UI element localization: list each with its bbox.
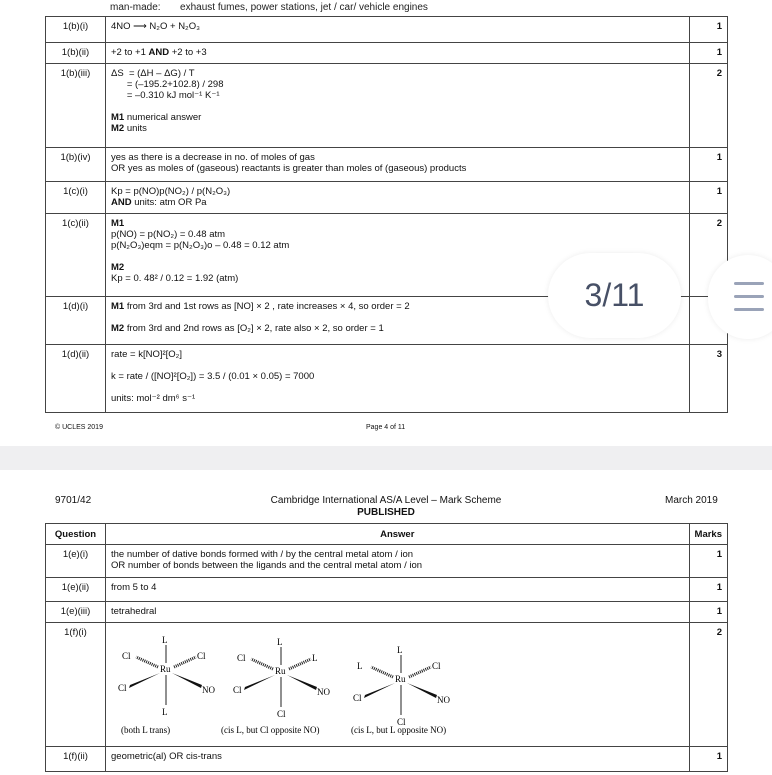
- ligand-front-left: Cl: [118, 683, 127, 693]
- answer-cell: [106, 43, 690, 64]
- table-row: [46, 578, 728, 602]
- answer-line: p(N₂O₃)eqm = p(N₂O₃)o – 0.48 = 0.12 atm: [111, 240, 290, 251]
- marks: 3: [690, 345, 728, 413]
- ligand-front-right: NO: [317, 687, 330, 697]
- table-row: [46, 623, 728, 747]
- answer-line: M1 numerical answer: [111, 112, 202, 123]
- ligand-front-right: NO: [202, 685, 215, 695]
- marks: 1: [690, 17, 728, 43]
- table-row: [46, 345, 728, 413]
- answer-line: Kp = 0. 48² / 0.12 = 1.92 (atm): [111, 273, 239, 284]
- wedge-bond: [244, 675, 275, 690]
- question-number: 1(c)(i): [46, 182, 106, 214]
- ligand-back-right: Cl: [197, 651, 206, 661]
- dashed-bond: [174, 657, 196, 667]
- metal-center: Ru: [395, 674, 406, 684]
- answer-line: tetrahedral: [111, 606, 157, 617]
- ligand-back-right: L: [312, 653, 318, 663]
- answer-line: Kp = p(NO)p(NO₂) / p(N₂O₃): [111, 186, 231, 197]
- wedge-bond: [129, 673, 160, 688]
- question-number: 1(e)(i): [46, 545, 106, 578]
- answer-cell: [106, 345, 690, 413]
- question-number: 1(d)(ii): [46, 345, 106, 413]
- footer-page-number: Page 4 of 11: [366, 424, 406, 431]
- header-q: Question: [46, 524, 106, 545]
- marks: 2: [690, 214, 728, 297]
- marks: 2: [690, 64, 728, 148]
- ligand-top: L: [162, 635, 168, 645]
- answer-line: M2 units: [111, 123, 147, 134]
- page-indicator: 3/11: [548, 253, 681, 338]
- table-row: [46, 602, 728, 623]
- question-number: 1(c)(ii): [46, 214, 106, 297]
- answer-line: k = rate / ([NO]²[O₂]) = 3.5 / (0.01 × 0.05) = 7000: [111, 371, 315, 382]
- wedge-bond: [364, 683, 395, 698]
- ligand-top: L: [277, 637, 283, 647]
- ligand-bottom: Cl: [397, 717, 406, 727]
- table-row: [46, 43, 728, 64]
- answer-line: OR yes as moles of (gaseous) reactants is greater than moles of (gaseous) products: [111, 163, 467, 174]
- dashed-bond: [371, 667, 393, 677]
- marks: 2: [689, 623, 727, 747]
- marks: 1: [690, 182, 728, 214]
- dashed-bond: [136, 657, 158, 667]
- dashed-bond: [251, 659, 273, 669]
- isomer-caption: (cis L, but Cl opposite NO): [221, 725, 320, 735]
- footer-copyright: © UCLES 2019: [55, 424, 103, 431]
- answer-line: +2 to +1 AND +2 to +3: [111, 47, 207, 58]
- dashed-bond: [409, 667, 431, 677]
- answer-cell: [106, 623, 690, 747]
- marks: 1: [689, 545, 727, 578]
- ligand-back-right: Cl: [432, 661, 441, 671]
- answer-line: = –0.310 kJ mol⁻¹ K⁻¹: [111, 90, 220, 101]
- wedge-bond: [407, 683, 437, 698]
- answer-line: [111, 382, 684, 393]
- answer-line: geometric(al) OR cis-trans: [111, 751, 222, 762]
- answer-line: M2 from 3rd and 2nd rows as [O₂] × 2, rate also × 2, so order = 1: [111, 323, 384, 334]
- isomer-caption: (cis L, but L opposite NO): [351, 725, 447, 735]
- table-row: [46, 545, 728, 578]
- table-row: [46, 182, 728, 214]
- isomer-caption: (both L trans): [121, 725, 171, 735]
- answer-cell: [106, 17, 690, 43]
- answer-line: yes as there is a decrease in no. of moles of gas: [111, 152, 315, 163]
- metal-center: Ru: [160, 664, 171, 674]
- answer-line: = (–195.2+102.8) / 298: [111, 79, 224, 90]
- marks: 1: [690, 43, 728, 64]
- answer-cell: [106, 747, 690, 772]
- isomer-2: [221, 637, 330, 735]
- answer-cell: [106, 64, 690, 148]
- question-number: 1(e)(ii): [46, 578, 106, 602]
- answer-line: OR number of bonds between the ligands and the central metal atom / ion: [111, 560, 423, 571]
- answer-cell: [106, 602, 690, 623]
- answer-line: M2: [111, 262, 125, 273]
- ligand-bottom: Cl: [277, 709, 286, 719]
- answer-cell: [106, 545, 690, 578]
- published-label: PUBLISHED: [357, 507, 415, 518]
- answer-line: AND units: atm OR Pa: [111, 197, 207, 208]
- metal-center: Ru: [275, 666, 286, 676]
- answer-cell: [106, 148, 690, 182]
- answer-line: [111, 360, 684, 371]
- marks: 1: [689, 747, 727, 772]
- question-number: 1(f)(i): [46, 623, 106, 747]
- marks: 1: [690, 148, 728, 182]
- answer-line: ΔS = (ΔH – ΔG) / T: [111, 68, 195, 79]
- ligand-back-left: Cl: [237, 653, 246, 663]
- table-row: [46, 148, 728, 182]
- question-number: 1(f)(ii): [46, 747, 106, 772]
- ligand-front-left: Cl: [233, 685, 242, 695]
- header-m: Marks: [689, 524, 727, 545]
- answer-line: M1: [111, 218, 125, 229]
- question-number: 1(b)(iii): [46, 64, 106, 148]
- dashed-bond: [289, 659, 311, 669]
- doc-date: March 2019: [665, 495, 718, 506]
- cut-off-text: man-made: exhaust fumes, power stations, jet / car/ vehicle engines: [110, 2, 428, 13]
- header-a: Answer: [106, 524, 690, 545]
- question-number: 1(b)(ii): [46, 43, 106, 64]
- answer-line: units: mol⁻² dm⁶ s⁻¹: [111, 393, 196, 404]
- mark-scheme-table: [45, 16, 728, 413]
- isomer-1: [118, 635, 215, 735]
- mark-scheme-table: [45, 523, 728, 772]
- pdf-page-5: [0, 470, 772, 775]
- table-header: [46, 524, 728, 545]
- ligand-front-right: NO: [437, 695, 450, 705]
- question-number: 1(d)(i): [46, 297, 106, 345]
- isomer-3: [351, 645, 450, 735]
- answer-line: [111, 101, 684, 112]
- question-number: 1(e)(iii): [46, 602, 106, 623]
- answer-line: p(NO) = p(NO₂) = 0.48 atm: [111, 229, 226, 240]
- ligand-top: L: [397, 645, 403, 655]
- answer-line: the number of dative bonds formed with / by the central metal atom / ion: [111, 549, 414, 560]
- wedge-bond: [172, 673, 202, 688]
- marks: 1: [689, 578, 727, 602]
- ligand-front-left: Cl: [353, 693, 362, 703]
- answer-cell: [106, 182, 690, 214]
- ligand-back-left: L: [357, 661, 363, 671]
- answer-line: from 5 to 4: [111, 582, 157, 593]
- table-row: [46, 747, 728, 772]
- table-row: [46, 17, 728, 43]
- question-number: 1(b)(iv): [46, 148, 106, 182]
- doc-title: Cambridge International AS/A Level – Mark Scheme: [270, 495, 502, 506]
- ligand-bottom: L: [162, 707, 168, 717]
- table-row: [46, 64, 728, 148]
- answer-line: M1 from 3rd and 1st rows as [NO] × 2 , rate increases × 4, so order = 2: [111, 301, 410, 312]
- answer-line: rate = k[NO]²[O₂]: [111, 349, 182, 360]
- wedge-bond: [287, 675, 317, 690]
- marks: 1: [689, 602, 727, 623]
- answer-line: 4NO ⟶ N₂O + N₂O₃: [111, 21, 201, 32]
- question-number: 1(b)(i): [46, 17, 106, 43]
- answer-cell: [106, 578, 690, 602]
- isomer-structures: [111, 627, 471, 739]
- ligand-back-left: Cl: [122, 651, 131, 661]
- paper-code: 9701/42: [55, 495, 92, 506]
